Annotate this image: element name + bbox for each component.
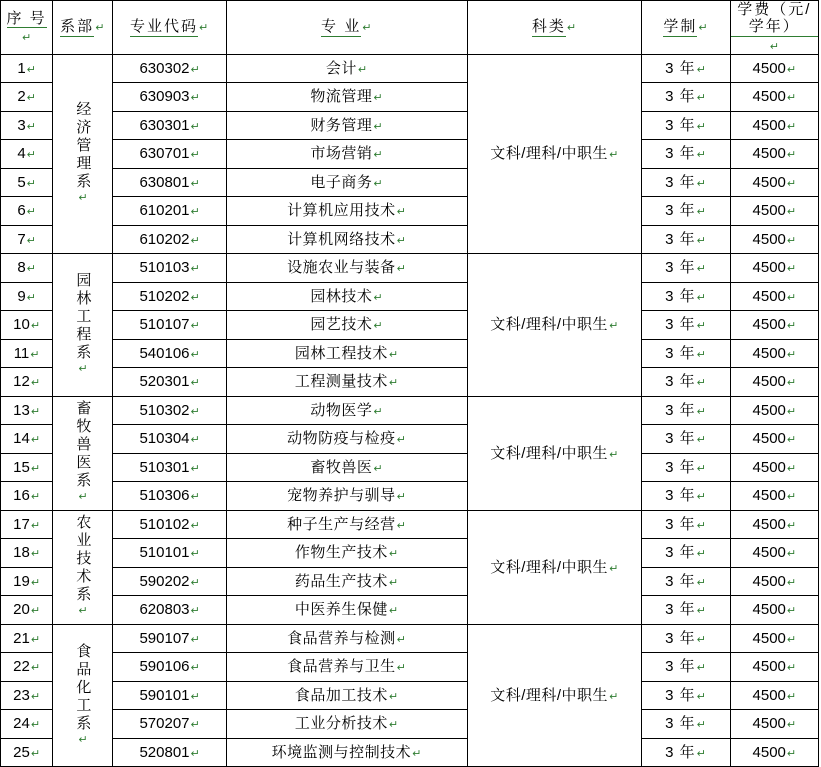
cell-seq: 5↵ bbox=[1, 168, 53, 197]
cell-tuition: 4500↵ bbox=[730, 197, 818, 226]
cell-duration: 3 年↵ bbox=[642, 681, 730, 710]
cell-major-name: 作物生产技术↵ bbox=[226, 539, 467, 568]
cell-duration: 3 年↵ bbox=[642, 453, 730, 482]
table-row bbox=[1, 111, 819, 140]
cell-seq: 1↵ bbox=[1, 54, 53, 83]
cell-tuition: 4500↵ bbox=[730, 681, 818, 710]
cell-major-name: 园林工程技术↵ bbox=[226, 339, 467, 368]
cell-duration: 3 年↵ bbox=[642, 111, 730, 140]
table-row bbox=[1, 596, 819, 625]
cell-tuition: 4500↵ bbox=[730, 368, 818, 397]
table-row bbox=[1, 311, 819, 340]
cell-duration: 3 年↵ bbox=[642, 567, 730, 596]
eol-mark: ↵ bbox=[566, 22, 578, 35]
column-header-tuition: 学费（元/学年）↵ bbox=[730, 1, 818, 55]
cell-seq: 24↵ bbox=[1, 710, 53, 739]
cell-tuition: 4500↵ bbox=[730, 168, 818, 197]
table-row bbox=[1, 368, 819, 397]
cell-major-name: 宠物养护与驯导↵ bbox=[226, 482, 467, 511]
cell-seq: 9↵ bbox=[1, 282, 53, 311]
eol-mark: ↵ bbox=[199, 22, 210, 35]
cell-tuition: 4500↵ bbox=[730, 111, 818, 140]
cell-duration: 3 年↵ bbox=[642, 140, 730, 169]
eol-mark: ↵ bbox=[362, 22, 373, 35]
cell-duration: 3 年↵ bbox=[642, 282, 730, 311]
cell-tuition: 4500↵ bbox=[730, 453, 818, 482]
cell-major-name: 计算机应用技术↵ bbox=[226, 197, 467, 226]
table-row bbox=[1, 510, 819, 539]
table-row bbox=[1, 54, 819, 83]
cell-major-code: 610201↵ bbox=[113, 197, 226, 226]
cell-major-name: 园林技术↵ bbox=[226, 282, 467, 311]
cell-duration: 3 年↵ bbox=[642, 539, 730, 568]
cell-duration: 3 年↵ bbox=[642, 83, 730, 112]
cell-seq: 2↵ bbox=[1, 83, 53, 112]
table-row bbox=[1, 282, 819, 311]
cell-major-name: 食品营养与卫生↵ bbox=[226, 653, 467, 682]
cell-major-code: 510306↵ bbox=[113, 482, 226, 511]
cell-major-code: 510202↵ bbox=[113, 282, 226, 311]
table-row bbox=[1, 197, 819, 226]
cell-duration: 3 年↵ bbox=[642, 225, 730, 254]
cell-tuition: 4500↵ bbox=[730, 254, 818, 283]
cell-department: 经济管理系↵ bbox=[53, 54, 113, 254]
cell-tuition: 4500↵ bbox=[730, 482, 818, 511]
cell-seq: 20↵ bbox=[1, 596, 53, 625]
cell-major-code: 510107↵ bbox=[113, 311, 226, 340]
cell-major-name: 畜牧兽医↵ bbox=[226, 453, 467, 482]
cell-tuition: 4500↵ bbox=[730, 738, 818, 767]
cell-major-code: 630701↵ bbox=[113, 140, 226, 169]
cell-tuition: 4500↵ bbox=[730, 282, 818, 311]
column-header-major-code: 专业代码↵ bbox=[113, 1, 226, 55]
cell-major-name: 种子生产与经营↵ bbox=[226, 510, 467, 539]
table-body bbox=[1, 54, 819, 767]
cell-major-name: 市场营销↵ bbox=[226, 140, 467, 169]
column-header-seq: 序 号↵ bbox=[1, 1, 53, 55]
cell-major-code: 590106↵ bbox=[113, 653, 226, 682]
column-header-department: 系部↵ bbox=[53, 1, 113, 55]
cell-seq: 14↵ bbox=[1, 425, 53, 454]
column-header-duration: 学制↵ bbox=[642, 1, 730, 55]
cell-major-code: 510302↵ bbox=[113, 396, 226, 425]
cell-tuition: 4500↵ bbox=[730, 653, 818, 682]
cell-tuition: 4500↵ bbox=[730, 510, 818, 539]
cell-seq: 11↵ bbox=[1, 339, 53, 368]
table-row bbox=[1, 482, 819, 511]
table-row bbox=[1, 140, 819, 169]
cell-major-name: 食品营养与检测↵ bbox=[226, 624, 467, 653]
cell-seq: 23↵ bbox=[1, 681, 53, 710]
cell-seq: 13↵ bbox=[1, 396, 53, 425]
cell-duration: 3 年↵ bbox=[642, 254, 730, 283]
cell-major-name: 电子商务↵ bbox=[226, 168, 467, 197]
table-head bbox=[1, 1, 819, 55]
cell-major-name: 计算机网络技术↵ bbox=[226, 225, 467, 254]
cell-duration: 3 年↵ bbox=[642, 396, 730, 425]
cell-tuition: 4500↵ bbox=[730, 539, 818, 568]
cell-major-code: 610202↵ bbox=[113, 225, 226, 254]
cell-seq: 18↵ bbox=[1, 539, 53, 568]
eol-mark: ↵ bbox=[95, 22, 106, 35]
cell-major-name: 工程测量技术↵ bbox=[226, 368, 467, 397]
cell-major-name: 中医养生保健↵ bbox=[226, 596, 467, 625]
cell-major-name: 环境监测与控制技术↵ bbox=[226, 738, 467, 767]
cell-major-code: 540106↵ bbox=[113, 339, 226, 368]
cell-duration: 3 年↵ bbox=[642, 197, 730, 226]
table-row bbox=[1, 396, 819, 425]
table-row bbox=[1, 653, 819, 682]
cell-seq: 19↵ bbox=[1, 567, 53, 596]
cell-major-code: 520801↵ bbox=[113, 738, 226, 767]
table-row bbox=[1, 624, 819, 653]
cell-seq: 7↵ bbox=[1, 225, 53, 254]
cell-tuition: 4500↵ bbox=[730, 396, 818, 425]
table-row bbox=[1, 83, 819, 112]
cell-seq: 21↵ bbox=[1, 624, 53, 653]
cell-major-code: 510102↵ bbox=[113, 510, 226, 539]
eol-mark: ↵ bbox=[21, 31, 33, 44]
cell-major-name: 食品加工技术↵ bbox=[226, 681, 467, 710]
cell-department: 园林工程系↵ bbox=[53, 254, 113, 397]
eol-mark: ↵ bbox=[769, 40, 780, 53]
cell-major-code: 520301↵ bbox=[113, 368, 226, 397]
table-row bbox=[1, 254, 819, 283]
cell-tuition: 4500↵ bbox=[730, 596, 818, 625]
table-row bbox=[1, 168, 819, 197]
cell-subject-type: 文科/理科/中职生↵ bbox=[467, 54, 642, 254]
cell-major-code: 590107↵ bbox=[113, 624, 226, 653]
cell-duration: 3 年↵ bbox=[642, 624, 730, 653]
cell-tuition: 4500↵ bbox=[730, 54, 818, 83]
cell-major-name: 园艺技术↵ bbox=[226, 311, 467, 340]
cell-subject-type: 文科/理科/中职生↵ bbox=[467, 510, 642, 624]
cell-duration: 3 年↵ bbox=[642, 425, 730, 454]
table-row bbox=[1, 225, 819, 254]
cell-tuition: 4500↵ bbox=[730, 425, 818, 454]
cell-duration: 3 年↵ bbox=[642, 738, 730, 767]
cell-tuition: 4500↵ bbox=[730, 624, 818, 653]
cell-seq: 6↵ bbox=[1, 197, 53, 226]
cell-department: 畜牧兽医系↵ bbox=[53, 396, 113, 510]
eol-mark: ↵ bbox=[698, 22, 709, 35]
table-row bbox=[1, 681, 819, 710]
cell-major-name: 会计↵ bbox=[226, 54, 467, 83]
cell-seq: 22↵ bbox=[1, 653, 53, 682]
table-row bbox=[1, 453, 819, 482]
cell-seq: 15↵ bbox=[1, 453, 53, 482]
cell-subject-type: 文科/理科/中职生↵ bbox=[467, 396, 642, 510]
cell-duration: 3 年↵ bbox=[642, 339, 730, 368]
table-header-row bbox=[1, 1, 819, 55]
cell-duration: 3 年↵ bbox=[642, 368, 730, 397]
cell-duration: 3 年↵ bbox=[642, 54, 730, 83]
cell-major-code: 630301↵ bbox=[113, 111, 226, 140]
cell-major-code: 630801↵ bbox=[113, 168, 226, 197]
cell-duration: 3 年↵ bbox=[642, 510, 730, 539]
cell-department: 食品化工系↵ bbox=[53, 624, 113, 767]
cell-major-name: 财务管理↵ bbox=[226, 111, 467, 140]
cell-seq: 25↵ bbox=[1, 738, 53, 767]
cell-major-code: 510101↵ bbox=[113, 539, 226, 568]
table-row bbox=[1, 738, 819, 767]
cell-major-name: 设施农业与装备↵ bbox=[226, 254, 467, 283]
table-row bbox=[1, 539, 819, 568]
cell-tuition: 4500↵ bbox=[730, 710, 818, 739]
cell-department: 农业技术系↵ bbox=[53, 510, 113, 624]
cell-major-code: 630903↵ bbox=[113, 83, 226, 112]
cell-seq: 3↵ bbox=[1, 111, 53, 140]
column-header-major: 专 业↵ bbox=[226, 1, 467, 55]
cell-subject-type: 文科/理科/中职生↵ bbox=[467, 254, 642, 397]
cell-tuition: 4500↵ bbox=[730, 225, 818, 254]
cell-duration: 3 年↵ bbox=[642, 311, 730, 340]
cell-seq: 10↵ bbox=[1, 311, 53, 340]
cell-seq: 4↵ bbox=[1, 140, 53, 169]
cell-tuition: 4500↵ bbox=[730, 311, 818, 340]
cell-seq: 16↵ bbox=[1, 482, 53, 511]
cell-duration: 3 年↵ bbox=[642, 710, 730, 739]
table-row bbox=[1, 567, 819, 596]
cell-major-name: 动物医学↵ bbox=[226, 396, 467, 425]
cell-duration: 3 年↵ bbox=[642, 653, 730, 682]
cell-tuition: 4500↵ bbox=[730, 140, 818, 169]
cell-tuition: 4500↵ bbox=[730, 339, 818, 368]
cell-major-code: 590101↵ bbox=[113, 681, 226, 710]
cell-major-code: 590202↵ bbox=[113, 567, 226, 596]
cell-major-code: 510301↵ bbox=[113, 453, 226, 482]
cell-duration: 3 年↵ bbox=[642, 596, 730, 625]
cell-major-code: 630302↵ bbox=[113, 54, 226, 83]
table-row bbox=[1, 710, 819, 739]
cell-seq: 12↵ bbox=[1, 368, 53, 397]
cell-major-code: 510103↵ bbox=[113, 254, 226, 283]
cell-subject-type: 文科/理科/中职生↵ bbox=[467, 624, 642, 767]
cell-major-code: 510304↵ bbox=[113, 425, 226, 454]
cell-major-name: 物流管理↵ bbox=[226, 83, 467, 112]
cell-seq: 8↵ bbox=[1, 254, 53, 283]
cell-seq: 17↵ bbox=[1, 510, 53, 539]
cell-major-name: 工业分析技术↵ bbox=[226, 710, 467, 739]
cell-major-name: 药品生产技术↵ bbox=[226, 567, 467, 596]
table-row bbox=[1, 425, 819, 454]
cell-tuition: 4500↵ bbox=[730, 83, 818, 112]
column-header-subject-type: 科类↵ bbox=[467, 1, 642, 55]
cell-major-code: 570207↵ bbox=[113, 710, 226, 739]
cell-major-code: 620803↵ bbox=[113, 596, 226, 625]
cell-duration: 3 年↵ bbox=[642, 168, 730, 197]
cell-duration: 3 年↵ bbox=[642, 482, 730, 511]
cell-major-name: 动物防疫与检疫↵ bbox=[226, 425, 467, 454]
table-row bbox=[1, 339, 819, 368]
cell-tuition: 4500↵ bbox=[730, 567, 818, 596]
